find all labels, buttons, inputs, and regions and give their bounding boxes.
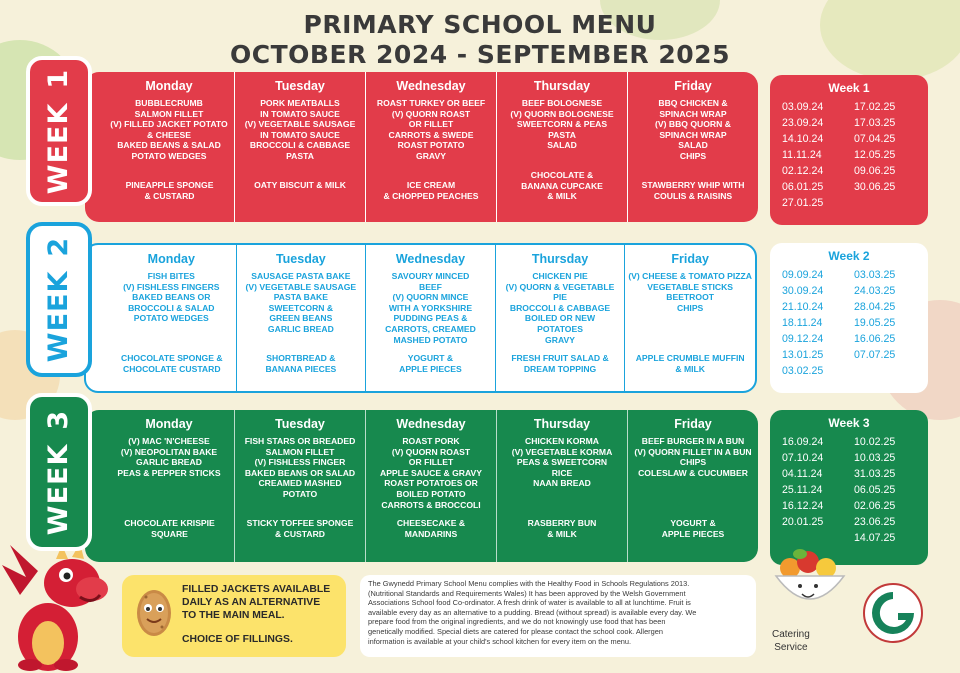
main-course-list xyxy=(107,98,231,162)
week-date: 31.03.25 xyxy=(854,468,896,480)
dessert xyxy=(496,353,625,374)
main-course-line: (V) VEGETABLE SAUSAGE xyxy=(245,281,357,292)
week-date: 23.06.25 xyxy=(854,516,896,528)
main-course-line: BAKED BEANS OR xyxy=(132,292,211,303)
week-date: 07.04.25 xyxy=(854,133,896,145)
main-course-line: (V) QUORN BOLOGNESE xyxy=(510,108,614,119)
main-course-line: (V) FISHLESS FINGER xyxy=(254,457,346,468)
day-name: Tuesday xyxy=(275,252,326,266)
dessert xyxy=(235,518,365,539)
dessert-line: & MILK xyxy=(547,528,577,539)
page-title xyxy=(0,10,960,70)
main-course-line: SALMON FILLET xyxy=(265,446,335,457)
main-course-line: BEEF BOLOGNESE xyxy=(521,98,603,108)
main-course-line: (V) VEGETABLE KORMA xyxy=(511,446,613,457)
dessert-line: OATY BISCUIT & MILK xyxy=(254,180,346,190)
day-column-thursday xyxy=(496,72,627,222)
main-course-line: BROCCOLI & CABBAGE xyxy=(249,140,351,151)
notice-line: prepare food from the original ingredients, and we do not knowingly use food that has been xyxy=(368,617,666,627)
notice-line: Associations School food Co-ordinator. A fresh drink of water is available to all at lunchtime. Fruit is xyxy=(368,598,691,608)
main-course-line: BAKED BEANS & SALAD xyxy=(117,140,221,151)
main-course-line: POTATO WEDGES xyxy=(133,313,209,324)
main-course-line: (V) NEOPOLITAN BAKE xyxy=(120,446,218,457)
main-course-line: SALMON FILLET xyxy=(134,108,204,119)
day-column-monday xyxy=(86,245,236,391)
dessert xyxy=(105,518,234,539)
main-course-line: PASTA BAKE xyxy=(273,292,328,303)
main-course-line: NAAN BREAD xyxy=(533,478,591,489)
main-course-list xyxy=(107,436,231,478)
week-date: 23.09.24 xyxy=(782,117,824,129)
main-course-line: (V) QUORN ROAST xyxy=(391,446,471,457)
main-course-line: PASTA xyxy=(548,129,576,140)
dates-heading: Week 2 xyxy=(828,249,870,263)
day-column-wednesday xyxy=(365,72,496,222)
dessert-line: DREAM TOPPING xyxy=(523,363,597,374)
day-column-friday xyxy=(624,245,755,391)
main-course-line: VEGETABLE STICKS xyxy=(647,281,734,292)
week-date: 28.04.25 xyxy=(854,301,896,313)
dessert-line: PINEAPPLE SPONGE xyxy=(125,180,214,190)
fruit-bowl-icon xyxy=(770,540,850,620)
week-date: 06.05.25 xyxy=(854,484,896,496)
dessert-line: BANANA CUPCAKE xyxy=(521,180,603,191)
week-date: 16.12.24 xyxy=(782,500,824,512)
week-date: 30.06.25 xyxy=(854,181,896,193)
dates-heading: Week 3 xyxy=(828,416,870,430)
main-course-line: GARLIC BREAD xyxy=(267,323,334,334)
week-date: 12.05.25 xyxy=(854,149,896,161)
main-course-line: PASTA xyxy=(286,150,314,161)
main-course-list xyxy=(500,436,624,489)
main-course-line: BROCCOLI & CABBAGE xyxy=(509,302,611,313)
day-name: Tuesday xyxy=(275,417,325,431)
dessert-line: MANDARINS xyxy=(404,528,458,539)
menu-notice xyxy=(360,575,756,657)
main-course-line: SALAD xyxy=(547,140,577,151)
main-course-line: ROAST POTATOES OR xyxy=(384,478,478,489)
dessert-line: & MILK xyxy=(547,191,577,202)
main-course-line: (V) CHEESE & TOMATO PIZZA xyxy=(628,271,752,281)
day-column-thursday xyxy=(496,410,627,562)
catering-service-logo-icon xyxy=(862,582,924,644)
dates-grid xyxy=(776,101,922,210)
notice-line: information is available at your child's school kitchen for every item on the menu. xyxy=(368,636,632,646)
week-tab-number: 3 xyxy=(43,409,75,430)
title-line-1: PRIMARY SCHOOL MENU xyxy=(303,10,657,39)
main-course-line: CREAMED MASHED xyxy=(258,478,342,489)
notice-line: available every day as an alternative to a pudding. Bread (without spread) is available every day. We xyxy=(368,607,697,617)
main-course-line: CHICKEN PIE xyxy=(532,271,588,281)
week-tab-1 xyxy=(26,56,92,206)
main-course-list xyxy=(369,436,493,510)
week-date: 09.09.24 xyxy=(782,269,824,281)
main-course-line: PEAS & SWEETCORN xyxy=(516,457,608,468)
week-date: 14.10.24 xyxy=(782,133,824,145)
dessert-line: APPLE PIECES xyxy=(661,528,725,539)
day-name: Monday xyxy=(147,252,195,266)
day-name: Thursday xyxy=(531,252,589,266)
main-course-line: OR FILLET xyxy=(408,119,454,130)
dessert-line: CHOCOLATE SPONGE & xyxy=(121,353,223,363)
week-tab-number: 1 xyxy=(43,68,75,89)
week-date: 10.03.25 xyxy=(854,452,896,464)
dessert xyxy=(628,180,758,201)
dessert-line: YOGURT & xyxy=(407,353,454,363)
day-column-tuesday xyxy=(234,410,365,562)
main-course-line: POTATOES xyxy=(537,323,583,334)
week-date: 27.01.25 xyxy=(782,197,824,209)
main-course-line: BBQ CHICKEN & xyxy=(658,98,728,108)
week-date: 30.09.24 xyxy=(782,285,824,297)
main-course-line: IN TOMATO SAUCE xyxy=(260,108,340,119)
week-date: 07.07.25 xyxy=(854,349,896,361)
main-course-line: CARROTS & BROCCOLI xyxy=(381,499,481,510)
week-date xyxy=(854,365,922,378)
week-date: 10.02.25 xyxy=(854,436,896,448)
dessert-line: & CHOPPED PEACHES xyxy=(383,190,479,201)
main-course-list xyxy=(499,271,622,345)
week-date: 16.06.25 xyxy=(854,333,896,345)
main-course-list xyxy=(238,98,362,162)
main-course-list xyxy=(238,436,362,500)
week-1-dates-box xyxy=(770,75,928,225)
week-date: 09.12.24 xyxy=(782,333,824,345)
main-course-line: RICE xyxy=(551,467,573,478)
dessert-line: COULIS & RAISINS xyxy=(653,190,733,201)
week-date: 21.10.24 xyxy=(782,301,824,313)
dessert-line: SQUARE xyxy=(151,528,188,539)
day-name: Friday xyxy=(674,79,712,93)
day-name: Monday xyxy=(145,79,193,93)
week-date: 14.07.25 xyxy=(854,532,896,544)
week-date: 02.06.25 xyxy=(854,500,896,512)
week-date: 02.12.24 xyxy=(782,165,824,177)
week-tab-2 xyxy=(26,222,92,377)
dessert xyxy=(105,180,234,201)
day-name: Wednesday xyxy=(396,79,466,93)
main-course-list xyxy=(240,271,363,335)
week-date: 03.02.25 xyxy=(782,365,824,377)
dessert xyxy=(628,518,758,539)
main-course-line: PUDDING PEAS & xyxy=(393,313,468,324)
week-tab-number: 2 xyxy=(43,236,75,257)
week-tab-word: WEEK xyxy=(43,102,75,194)
main-course-line: SWEETCORN & PEAS xyxy=(516,119,608,130)
main-course-list xyxy=(369,271,492,345)
week-date xyxy=(854,197,922,210)
dessert xyxy=(366,353,495,374)
week-date: 04.11.24 xyxy=(782,468,823,480)
day-name: Thursday xyxy=(533,79,591,93)
dessert xyxy=(625,353,755,374)
dessert-line: STAWBERRY WHIP WITH xyxy=(641,180,745,190)
main-course-line: (V) QUORN ROAST xyxy=(391,108,471,119)
jacket-line-2: DAILY AS AN ALTERNATIVE xyxy=(182,597,321,608)
main-course-line: SPINACH WRAP xyxy=(659,129,727,140)
dessert-line: CHOCOLATE CUSTARD xyxy=(123,363,221,374)
dates-grid xyxy=(776,436,922,545)
main-course-line: SAUSAGE PASTA BAKE xyxy=(251,271,351,281)
day-column-thursday xyxy=(495,245,625,391)
main-course-line: BEEF BURGER IN A BUN xyxy=(641,436,745,446)
week-date: 07.10.24 xyxy=(782,452,824,464)
week-date: 24.03.25 xyxy=(854,285,896,297)
week-date: 16.09.24 xyxy=(782,436,824,448)
title-line-2: OCTOBER 2024 - SEPTEMBER 2025 xyxy=(230,40,730,69)
main-course-line: BOILED OR NEW xyxy=(524,313,596,324)
main-course-list xyxy=(369,98,493,162)
main-course-line: POTATO xyxy=(282,488,318,499)
main-course-line: PEAS & PEPPER STICKS xyxy=(117,467,221,478)
main-course-line: BROCCOLI & SALAD xyxy=(128,302,215,313)
day-column-tuesday xyxy=(234,72,365,222)
notice-line: (Nutritional Standards and Requirements Wales) It has been approved by the Welsh Government xyxy=(368,588,686,598)
main-course-list xyxy=(631,436,755,478)
main-course-line: GARLIC BREAD xyxy=(136,457,202,468)
main-course-line: ROAST POTATO xyxy=(397,140,465,151)
day-column-wednesday xyxy=(365,245,495,391)
dessert xyxy=(237,353,366,374)
main-course-line: FISH STARS OR BREADED xyxy=(244,436,356,446)
main-course-line: COLESLAW & CUCUMBER xyxy=(638,467,748,478)
dessert-line: APPLE CRUMBLE MUFFIN xyxy=(635,353,745,363)
week-date: 20.01.25 xyxy=(782,516,824,528)
week-1-menu-panel xyxy=(85,72,758,222)
main-course-line: PIE xyxy=(553,292,567,303)
main-course-line: ROAST TURKEY OR BEEF xyxy=(376,98,486,108)
dessert-line: & MILK xyxy=(675,363,705,374)
main-course-line: GRAVY xyxy=(545,334,575,345)
dessert xyxy=(366,180,496,201)
main-course-line: SWEETCORN & xyxy=(268,302,334,313)
week-tab-3 xyxy=(26,393,92,551)
dessert-line: CHOCOLATE KRISPIE xyxy=(124,518,215,528)
week-date: 19.05.25 xyxy=(854,317,896,329)
week-date: 25.11.24 xyxy=(782,484,823,496)
main-course-line: BEETROOT xyxy=(666,292,715,303)
dessert-line: CHEESECAKE & xyxy=(396,518,466,528)
day-column-friday xyxy=(627,410,758,562)
dessert-line: & CUSTARD xyxy=(144,190,195,201)
dessert xyxy=(497,170,627,202)
day-column-friday xyxy=(627,72,758,222)
dessert-line: YOGURT & xyxy=(670,518,716,528)
day-name: Thursday xyxy=(533,417,591,431)
week-3-menu-panel xyxy=(85,410,758,562)
main-course-line: IN TOMATO SAUCE xyxy=(260,129,340,140)
week-date: 18.11.24 xyxy=(782,317,823,329)
day-name: Monday xyxy=(145,417,193,431)
dessert-line: BANANA PIECES xyxy=(265,363,337,374)
week-tab-word: WEEK xyxy=(43,270,75,363)
main-course-line: BEEF xyxy=(418,281,442,292)
main-course-line: (V) BBQ QUORN & xyxy=(655,119,731,130)
week-date: 03.03.25 xyxy=(854,269,896,281)
dessert-line: APPLE PIECES xyxy=(399,363,462,374)
main-course-line: FISH BITES xyxy=(147,271,195,281)
day-name: Wednesday xyxy=(395,252,466,266)
dessert xyxy=(366,518,496,539)
jacket-text xyxy=(182,583,330,646)
main-course-line: BUBBLECRUMB xyxy=(135,98,203,108)
week-date: 13.01.25 xyxy=(782,349,824,361)
day-name: Friday xyxy=(674,417,712,431)
week-date: 03.09.24 xyxy=(782,101,824,113)
main-course-line: GRAVY xyxy=(416,150,446,161)
main-course-list xyxy=(631,98,755,162)
main-course-line: (V) MAC 'N'CHEESE xyxy=(128,436,210,446)
logo-line-1: Catering xyxy=(772,629,810,640)
dessert-line: STICKY TOFFEE SPONGE xyxy=(246,518,354,528)
jacket-line-1: FILLED JACKETS AVAILABLE xyxy=(182,584,331,595)
main-course-line: (V) FILLED JACKET POTATO xyxy=(110,119,228,130)
main-course-list xyxy=(110,271,233,324)
dessert-line: RASBERRY BUN xyxy=(527,518,597,528)
main-course-line: (V) FISHLESS FINGERS xyxy=(123,281,220,292)
main-course-line: OR FILLET xyxy=(408,457,454,468)
main-course-line: & CHEESE xyxy=(147,129,191,140)
main-course-line: POTATO WEDGES xyxy=(131,150,207,161)
week-2-dates-box xyxy=(770,243,928,393)
dessert xyxy=(497,518,627,539)
main-course-line: (V) QUORN FILLET IN A BUN xyxy=(634,446,752,457)
week-date: 06.01.25 xyxy=(782,181,824,193)
dessert-line: CHOCOLATE & xyxy=(530,170,594,180)
main-course-line: CHIPS xyxy=(679,150,707,161)
notice-line: genetically modified. Special diets are catered for please contact the school cook. Allergen xyxy=(368,626,663,636)
jacket-line-3: TO THE MAIN MEAL. xyxy=(182,610,285,621)
main-course-line: SAVOURY MINCED xyxy=(391,271,470,281)
day-name: Wednesday xyxy=(396,417,466,431)
main-course-line: PORK MEATBALLS xyxy=(260,98,340,108)
main-course-list xyxy=(500,98,624,151)
week-date: 17.02.25 xyxy=(854,101,896,113)
main-course-line: (V) QUORN & VEGETABLE xyxy=(505,281,615,292)
main-course-line: SALAD xyxy=(678,140,708,151)
jacket-potato-box xyxy=(122,575,346,657)
day-column-wednesday xyxy=(365,410,496,562)
week-2-menu-panel xyxy=(84,243,757,393)
main-course-line: BAKED BEANS OR SALAD xyxy=(244,467,356,478)
day-name: Tuesday xyxy=(275,79,325,93)
main-course-line: WITH A YORKSHIRE xyxy=(388,302,473,313)
logo-line-2: Service xyxy=(774,642,808,653)
main-course-line: GREEN BEANS xyxy=(269,313,333,324)
main-course-line: (V) QUORN MINCE xyxy=(392,292,469,303)
dates-grid xyxy=(776,269,922,378)
dessert xyxy=(108,353,236,374)
main-course-line: ROAST PORK xyxy=(402,436,460,446)
main-course-line: APPLE SAUCE & GRAVY xyxy=(379,467,483,478)
main-course-line: CARROTS, CREAMED xyxy=(385,323,476,334)
dessert-line: SHORTBREAD & xyxy=(266,353,336,363)
dates-heading: Week 1 xyxy=(828,81,870,95)
week-date: 11.11.24 xyxy=(782,149,822,161)
catering-service-label xyxy=(772,628,810,654)
main-course-line: BOILED POTATO xyxy=(396,488,466,499)
main-course-line: SPINACH WRAP xyxy=(659,108,727,119)
day-column-tuesday xyxy=(236,245,366,391)
dessert-line: & CUSTARD xyxy=(275,528,325,539)
day-column-monday xyxy=(85,72,234,222)
main-course-line: CHIPS xyxy=(679,457,707,468)
potato-mascot-icon xyxy=(132,583,176,639)
dessert-line: ICE CREAM xyxy=(406,180,456,190)
main-course-line: CARROTS & SWEDE xyxy=(388,129,474,140)
notice-line: The Gwynedd Primary School Menu complies with the Healthy Food in Schools Regulations 2013. xyxy=(368,579,690,588)
main-course-line: CHIPS xyxy=(677,302,704,313)
dessert-line: FRESH FRUIT SALAD & xyxy=(511,353,609,363)
main-course-line: MASHED POTATO xyxy=(393,334,468,345)
day-name: Friday xyxy=(671,252,709,266)
main-course-line: CHICKEN KORMA xyxy=(525,436,599,446)
jacket-line-4: CHOICE OF FILLINGS. xyxy=(182,634,293,645)
week-date: 09.06.25 xyxy=(854,165,896,177)
main-course-line: (V) VEGETABLE SAUSAGE xyxy=(244,119,356,130)
main-course-list xyxy=(628,271,752,313)
week-tab-word: WEEK xyxy=(43,443,75,535)
week-date: 17.03.25 xyxy=(854,117,896,129)
dessert xyxy=(235,180,365,191)
